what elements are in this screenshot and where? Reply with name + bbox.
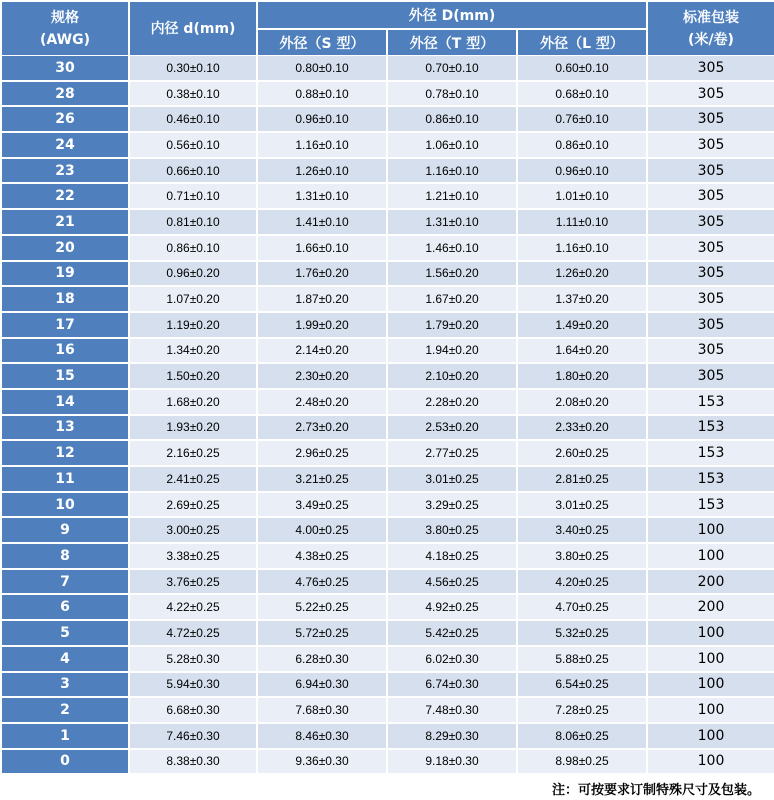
cell-outer-t: 2.10±0.20 <box>388 363 516 389</box>
cell-awg: 28 <box>2 81 128 107</box>
cell-awg: 20 <box>2 235 128 261</box>
cell-outer-t: 3.29±0.25 <box>388 492 516 518</box>
table-row <box>2 672 774 698</box>
cell-packaging: 100 <box>648 543 774 569</box>
cell-packaging: 305 <box>648 158 774 184</box>
table-row <box>2 286 774 312</box>
cell-outer-t: 6.74±0.30 <box>388 672 516 698</box>
cell-outer-s: 4.76±0.25 <box>258 569 386 595</box>
cell-outer-s: 1.31±0.10 <box>258 183 386 209</box>
cell-outer-l: 3.80±0.25 <box>518 543 646 569</box>
cell-awg: 15 <box>2 363 128 389</box>
table-row <box>2 363 774 389</box>
cell-outer-t: 8.29±0.30 <box>388 723 516 749</box>
cell-outer-t: 1.79±0.20 <box>388 312 516 338</box>
cell-outer-l: 1.01±0.10 <box>518 183 646 209</box>
cell-outer-t: 1.94±0.20 <box>388 338 516 364</box>
cell-awg: 26 <box>2 106 128 132</box>
cell-outer-s: 6.94±0.30 <box>258 672 386 698</box>
header-inner-diameter: 内径 d(mm) <box>130 0 256 55</box>
cell-awg: 6 <box>2 594 128 620</box>
cell-awg: 30 <box>2 55 128 81</box>
cell-outer-t: 9.18±0.30 <box>388 749 516 775</box>
cell-packaging: 305 <box>648 55 774 81</box>
cell-inner-diameter: 2.69±0.25 <box>130 492 256 518</box>
table-row <box>2 235 774 261</box>
cell-packaging: 305 <box>648 338 774 364</box>
cell-inner-diameter: 1.50±0.20 <box>130 363 256 389</box>
table-row <box>2 183 774 209</box>
table-row <box>2 697 774 723</box>
cell-outer-l: 0.96±0.10 <box>518 158 646 184</box>
cell-awg: 17 <box>2 312 128 338</box>
cell-outer-t: 1.56±0.20 <box>388 261 516 287</box>
header-gauge-line2: (AWG) <box>40 31 90 48</box>
cell-packaging: 200 <box>648 569 774 595</box>
cell-outer-s: 2.14±0.20 <box>258 338 386 364</box>
cell-outer-s: 6.28±0.30 <box>258 646 386 672</box>
cell-inner-diameter: 0.30±0.10 <box>130 55 256 81</box>
cell-packaging: 200 <box>648 594 774 620</box>
cell-inner-diameter: 4.22±0.25 <box>130 594 256 620</box>
cell-outer-s: 3.21±0.25 <box>258 466 386 492</box>
cell-outer-l: 0.60±0.10 <box>518 55 646 81</box>
cell-packaging: 305 <box>648 235 774 261</box>
cell-outer-t: 3.80±0.25 <box>388 517 516 543</box>
cell-outer-l: 2.60±0.25 <box>518 440 646 466</box>
cell-outer-t: 7.48±0.30 <box>388 697 516 723</box>
cell-inner-diameter: 5.94±0.30 <box>130 672 256 698</box>
cell-outer-s: 3.49±0.25 <box>258 492 386 518</box>
cell-outer-t: 1.06±0.10 <box>388 132 516 158</box>
table-row <box>2 492 774 518</box>
cell-inner-diameter: 1.19±0.20 <box>130 312 256 338</box>
cell-packaging: 100 <box>648 749 774 775</box>
cell-inner-diameter: 0.38±0.10 <box>130 81 256 107</box>
cell-outer-l: 1.26±0.20 <box>518 261 646 287</box>
cell-inner-diameter: 0.46±0.10 <box>130 106 256 132</box>
table-header <box>2 0 774 55</box>
cell-outer-s: 5.22±0.25 <box>258 594 386 620</box>
cell-packaging: 305 <box>648 209 774 235</box>
table-row <box>2 646 774 672</box>
cell-awg: 13 <box>2 415 128 441</box>
cell-outer-l: 1.16±0.10 <box>518 235 646 261</box>
cell-inner-diameter: 3.38±0.25 <box>130 543 256 569</box>
cell-awg: 3 <box>2 672 128 698</box>
cell-awg: 1 <box>2 723 128 749</box>
table-row <box>2 158 774 184</box>
cell-awg: 22 <box>2 183 128 209</box>
table-row <box>2 723 774 749</box>
header-packaging-line2: (米/卷) <box>688 31 734 48</box>
cell-outer-l: 0.86±0.10 <box>518 132 646 158</box>
table-row <box>2 389 774 415</box>
cell-outer-s: 1.41±0.10 <box>258 209 386 235</box>
table-row <box>2 106 774 132</box>
cell-outer-s: 2.96±0.25 <box>258 440 386 466</box>
header-gauge <box>2 0 128 55</box>
cell-packaging: 100 <box>648 723 774 749</box>
cell-outer-t: 4.18±0.25 <box>388 543 516 569</box>
cell-outer-l: 8.98±0.25 <box>518 749 646 775</box>
table-row <box>2 620 774 646</box>
cell-outer-t: 1.31±0.10 <box>388 209 516 235</box>
header-packaging <box>648 0 774 55</box>
cell-inner-diameter: 3.00±0.25 <box>130 517 256 543</box>
cell-outer-t: 0.78±0.10 <box>388 81 516 107</box>
cell-packaging: 100 <box>648 697 774 723</box>
header-packaging-line1: 标准包装 <box>683 9 740 26</box>
table-row <box>2 81 774 107</box>
cell-packaging: 305 <box>648 132 774 158</box>
cell-outer-l: 2.81±0.25 <box>518 466 646 492</box>
cell-outer-t: 1.16±0.10 <box>388 158 516 184</box>
cell-packaging: 100 <box>648 620 774 646</box>
cell-inner-diameter: 1.07±0.20 <box>130 286 256 312</box>
cell-packaging: 305 <box>648 183 774 209</box>
cell-awg: 10 <box>2 492 128 518</box>
cell-outer-s: 0.96±0.10 <box>258 106 386 132</box>
cell-packaging: 305 <box>648 286 774 312</box>
cell-outer-s: 7.68±0.30 <box>258 697 386 723</box>
cell-outer-l: 2.33±0.20 <box>518 415 646 441</box>
cell-outer-l: 3.01±0.25 <box>518 492 646 518</box>
cell-inner-diameter: 1.68±0.20 <box>130 389 256 415</box>
cell-inner-diameter: 5.28±0.30 <box>130 646 256 672</box>
cell-inner-diameter: 8.38±0.30 <box>130 749 256 775</box>
cell-outer-t: 4.56±0.25 <box>388 569 516 595</box>
table-row <box>2 312 774 338</box>
cell-awg: 0 <box>2 749 128 775</box>
table-row <box>2 261 774 287</box>
cell-outer-t: 2.53±0.20 <box>388 415 516 441</box>
cell-awg: 24 <box>2 132 128 158</box>
cell-outer-t: 0.70±0.10 <box>388 55 516 81</box>
table-row <box>2 132 774 158</box>
cell-inner-diameter: 3.76±0.25 <box>130 569 256 595</box>
table-row <box>2 517 774 543</box>
cell-packaging: 100 <box>648 672 774 698</box>
table-row <box>2 569 774 595</box>
cell-outer-s: 1.76±0.20 <box>258 261 386 287</box>
cell-outer-l: 0.76±0.10 <box>518 106 646 132</box>
cell-outer-l: 4.20±0.25 <box>518 569 646 595</box>
cell-outer-s: 1.26±0.10 <box>258 158 386 184</box>
cell-outer-s: 8.46±0.30 <box>258 723 386 749</box>
header-outer-t: 外径（T 型） <box>388 30 516 55</box>
cell-packaging: 153 <box>648 415 774 441</box>
cell-outer-l: 1.11±0.10 <box>518 209 646 235</box>
cell-outer-l: 5.88±0.25 <box>518 646 646 672</box>
cell-awg: 21 <box>2 209 128 235</box>
header-outer-diameter: 外径 D(mm) <box>258 0 646 30</box>
cell-outer-s: 2.30±0.20 <box>258 363 386 389</box>
cell-outer-l: 7.28±0.25 <box>518 697 646 723</box>
cell-awg: 18 <box>2 286 128 312</box>
cell-packaging: 305 <box>648 106 774 132</box>
cell-outer-l: 5.32±0.25 <box>518 620 646 646</box>
cell-packaging: 100 <box>648 646 774 672</box>
cell-outer-s: 0.88±0.10 <box>258 81 386 107</box>
cell-awg: 19 <box>2 261 128 287</box>
cell-inner-diameter: 1.34±0.20 <box>130 338 256 364</box>
cell-outer-t: 2.77±0.25 <box>388 440 516 466</box>
cell-outer-l: 1.64±0.20 <box>518 338 646 364</box>
table-row <box>2 749 774 775</box>
cell-packaging: 305 <box>648 363 774 389</box>
cell-awg: 11 <box>2 466 128 492</box>
cell-outer-t: 6.02±0.30 <box>388 646 516 672</box>
cell-outer-l: 4.70±0.25 <box>518 594 646 620</box>
table-body <box>2 55 774 774</box>
table-row <box>2 55 774 81</box>
cell-outer-s: 1.87±0.20 <box>258 286 386 312</box>
cell-outer-s: 5.72±0.25 <box>258 620 386 646</box>
cell-outer-t: 1.46±0.10 <box>388 235 516 261</box>
cell-awg: 23 <box>2 158 128 184</box>
cell-awg: 7 <box>2 569 128 595</box>
table-row <box>2 209 774 235</box>
cell-awg: 16 <box>2 338 128 364</box>
cell-outer-l: 1.80±0.20 <box>518 363 646 389</box>
cell-packaging: 305 <box>648 81 774 107</box>
cell-awg: 8 <box>2 543 128 569</box>
table-row <box>2 338 774 364</box>
cell-packaging: 153 <box>648 440 774 466</box>
header-row-1 <box>2 0 774 30</box>
cell-outer-s: 2.48±0.20 <box>258 389 386 415</box>
cell-inner-diameter: 0.81±0.10 <box>130 209 256 235</box>
cell-inner-diameter: 7.46±0.30 <box>130 723 256 749</box>
cell-awg: 5 <box>2 620 128 646</box>
cell-inner-diameter: 0.66±0.10 <box>130 158 256 184</box>
cell-inner-diameter: 0.86±0.10 <box>130 235 256 261</box>
cell-outer-t: 1.67±0.20 <box>388 286 516 312</box>
cell-packaging: 153 <box>648 389 774 415</box>
cell-outer-t: 1.21±0.10 <box>388 183 516 209</box>
table-row <box>2 440 774 466</box>
cell-packaging: 153 <box>648 492 774 518</box>
cell-packaging: 305 <box>648 312 774 338</box>
cell-inner-diameter: 0.96±0.20 <box>130 261 256 287</box>
cell-outer-t: 4.92±0.25 <box>388 594 516 620</box>
cell-outer-t: 3.01±0.25 <box>388 466 516 492</box>
cell-outer-s: 1.99±0.20 <box>258 312 386 338</box>
cell-outer-s: 9.36±0.30 <box>258 749 386 775</box>
cell-inner-diameter: 4.72±0.25 <box>130 620 256 646</box>
cell-outer-l: 8.06±0.25 <box>518 723 646 749</box>
cell-outer-s: 4.00±0.25 <box>258 517 386 543</box>
cell-outer-t: 2.28±0.20 <box>388 389 516 415</box>
cell-outer-l: 6.54±0.25 <box>518 672 646 698</box>
cell-packaging: 153 <box>648 466 774 492</box>
cell-inner-diameter: 0.56±0.10 <box>130 132 256 158</box>
cell-outer-s: 4.38±0.25 <box>258 543 386 569</box>
header-outer-l: 外径（L 型） <box>518 30 646 55</box>
header-gauge-line1: 规格 <box>51 9 79 26</box>
cell-outer-s: 0.80±0.10 <box>258 55 386 81</box>
cell-packaging: 305 <box>648 261 774 287</box>
cell-inner-diameter: 0.71±0.10 <box>130 183 256 209</box>
cell-awg: 9 <box>2 517 128 543</box>
table-row <box>2 543 774 569</box>
cell-outer-t: 5.42±0.25 <box>388 620 516 646</box>
table-row <box>2 594 774 620</box>
cell-inner-diameter: 2.16±0.25 <box>130 440 256 466</box>
cell-outer-s: 1.66±0.10 <box>258 235 386 261</box>
cell-outer-l: 2.08±0.20 <box>518 389 646 415</box>
cell-inner-diameter: 1.93±0.20 <box>130 415 256 441</box>
cell-awg: 2 <box>2 697 128 723</box>
table-row <box>2 466 774 492</box>
footnote: 注：可按要求订制特殊尺寸及包装。 <box>551 783 760 798</box>
cell-outer-s: 2.73±0.20 <box>258 415 386 441</box>
cell-packaging: 100 <box>648 517 774 543</box>
cell-awg: 4 <box>2 646 128 672</box>
cell-outer-l: 0.68±0.10 <box>518 81 646 107</box>
cell-outer-l: 1.37±0.20 <box>518 286 646 312</box>
cell-outer-t: 0.86±0.10 <box>388 106 516 132</box>
table-row <box>2 415 774 441</box>
cell-inner-diameter: 6.68±0.30 <box>130 697 256 723</box>
cell-outer-s: 1.16±0.10 <box>258 132 386 158</box>
cell-awg: 14 <box>2 389 128 415</box>
header-outer-s: 外径（S 型） <box>258 30 386 55</box>
cell-inner-diameter: 2.41±0.25 <box>130 466 256 492</box>
cell-outer-l: 1.49±0.20 <box>518 312 646 338</box>
cell-awg: 12 <box>2 440 128 466</box>
cell-outer-l: 3.40±0.25 <box>518 517 646 543</box>
